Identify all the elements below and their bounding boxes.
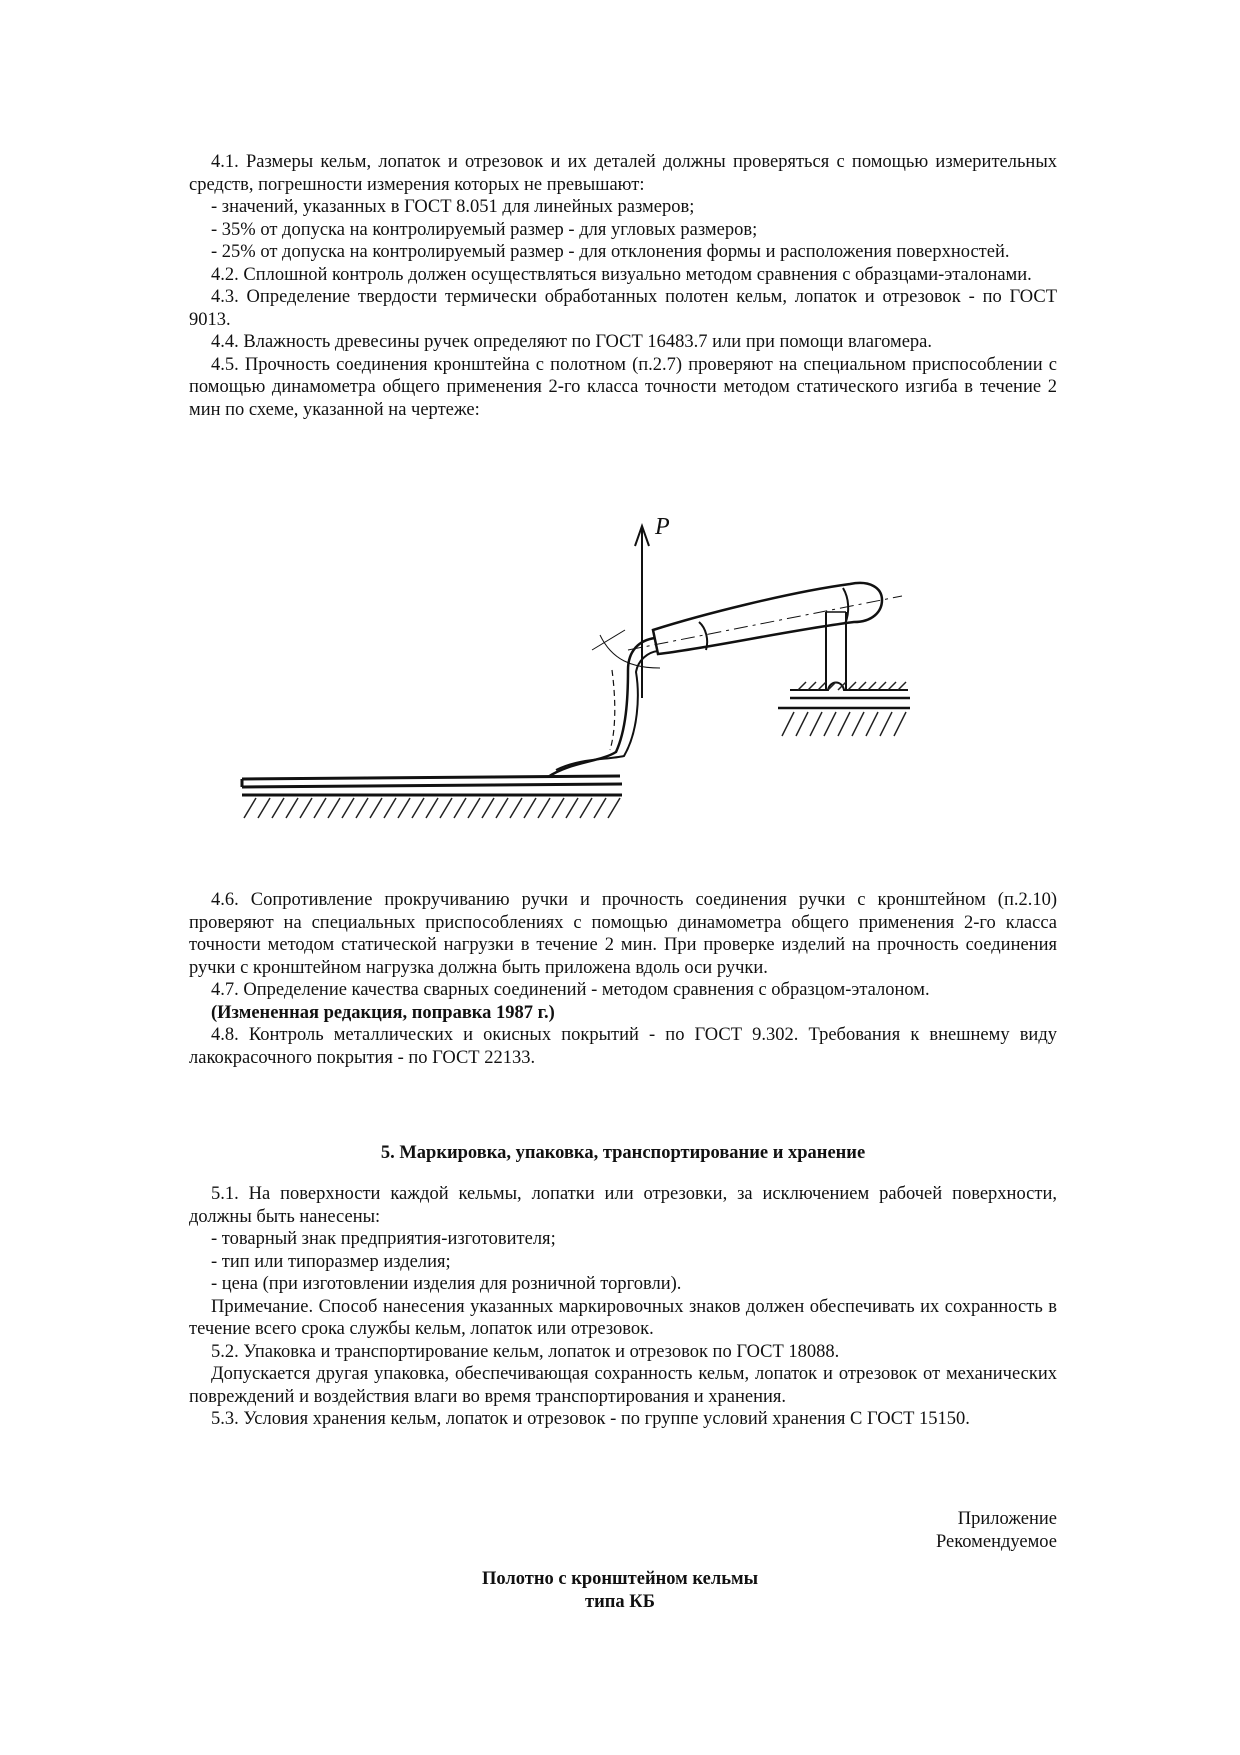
hatch-line (328, 798, 340, 818)
paragraph-4-1-item-c: - 25% от допуска на контролируемый размер - для отклонения формы и расположения поверхностей. (211, 242, 1010, 262)
hatch-line (868, 682, 876, 690)
hatch-line (848, 682, 856, 690)
hatch-line (356, 798, 368, 818)
trowel-blade (242, 776, 622, 787)
hatch-line (510, 798, 522, 818)
paragraph-4-1: 4.1. Размеры кельм, лопаток и отрезовок и их деталей должны проверяться с помощью измерительных средств, погрешности измерения которых не превышают: (189, 152, 1057, 195)
hatch-line (824, 712, 836, 736)
hatch-line (440, 798, 452, 818)
paragraph-4-3: 4.3. Определение твердости термически обработанных полотен кельм, лопаток и отрезовок - по ГОСТ 9013. (189, 287, 1057, 330)
hatch-line (878, 682, 886, 690)
appendix-status: Рекомендуемое (935, 1531, 1057, 1552)
paragraph-5-3: 5.3. Условия хранения кельм, лопаток и отрезовок - по группе условий хранения С ГОСТ 15150. (211, 1409, 970, 1429)
hatch-line (888, 682, 896, 690)
hatch-line (894, 712, 906, 736)
section-5-heading: 5. Маркировка, упаковка, транспортирование и хранение (380, 1143, 866, 1163)
paragraph-5-note: Примечание. Способ нанесения указанных маркировочных знаков должен обеспечивать их сохранность в течение всего срока службы кельм, лопаток или отрезовок. (189, 1296, 1057, 1339)
ground-hatching (244, 798, 620, 818)
handle-axis (628, 596, 902, 650)
hatch-line (838, 712, 850, 736)
hatch-line (244, 798, 256, 818)
hatch-line (852, 712, 864, 736)
appendix-label: Приложение (957, 1509, 1057, 1529)
paragraph-5-1-item-c: - цена (при изготовлении изделия для розничной торговли). (211, 1274, 682, 1294)
bracket-axis (610, 670, 615, 750)
paragraph-5-1-item-a: - товарный знак предприятия-изготовителя; (211, 1229, 556, 1249)
hatch-line (880, 712, 892, 736)
hatch-line (370, 798, 382, 818)
force-label: P (655, 514, 670, 540)
paragraph-5-1-item-b: - тип или типоразмер изделия; (211, 1251, 451, 1272)
hatch-line (866, 712, 878, 736)
hatch-line (384, 798, 396, 818)
hatch-line (412, 798, 424, 818)
paragraph-4-6: 4.6. Сопротивление прокручиванию ручки и прочность соединения ручки с кронштейном (п.2.10) проверяют на специальных приспособлениях с помощью динамометра общего применения 2-го класса точности методом статической нагрузки в течение 2 мин. При проверке изделий на прочность соединения ручки с кронштейном нагрузка должна быть приложена вдоль оси ручки. (189, 890, 1057, 978)
paragraph-4-7: 4.7. Определение качества сварных соединений - методом сравнения с образцом-эталоном. (211, 980, 930, 1000)
hatch-line (810, 712, 822, 736)
appendix-header (936, 1508, 1057, 1553)
paragraph-4-7-amendment: (Измененная редакция, поправка 1987 г.) (211, 1002, 555, 1023)
appendix-title-line-1: Полотно с кронштейном кельмы (481, 1569, 759, 1589)
hatch-line (342, 798, 354, 818)
paragraph-4-2: 4.2. Сплошной контроль должен осуществляться визуально методом сравнения с образцами-эталонами. (211, 264, 1032, 285)
paragraph-4-1-item-a: - значений, указанных в ГОСТ 8.051 для линейных размеров; (211, 197, 695, 217)
hatch-line (538, 798, 550, 818)
hatch-line (258, 798, 270, 818)
appendix-title-line-2: типа КБ (585, 1591, 655, 1612)
section-4-text-top (189, 151, 1057, 421)
hatch-line (808, 682, 816, 690)
hatch-line (524, 798, 536, 818)
section-4-text-bottom (189, 889, 1057, 1069)
hatch-line (782, 712, 794, 736)
hatch-line (608, 798, 620, 818)
hatch-line (272, 798, 284, 818)
hatch-line (314, 798, 326, 818)
paragraph-5-1: 5.1. На поверхности каждой кельмы, лопатки или отрезовки, за исключением рабочей поверхности, должны быть нанесены: (189, 1184, 1057, 1227)
hatch-line (482, 798, 494, 818)
hatch-line (798, 682, 806, 690)
hatch-line (398, 798, 410, 818)
paragraph-4-5: 4.5. Прочность соединения кронштейна с полотном (п.2.7) проверяют на специальном приспособлении с помощью динамометра общего применения 2-го класса точности методом статического изгиба в течение 2 мин по схеме, указанной на чертеже: (189, 354, 1057, 420)
hatch-line (566, 798, 578, 818)
hatch-line (426, 798, 438, 818)
section-5-text (189, 1183, 1057, 1431)
hatch-line (286, 798, 298, 818)
hatch-line (796, 712, 808, 736)
hatch-line (858, 682, 866, 690)
hatch-line (454, 798, 466, 818)
hatch-line (898, 682, 906, 690)
trowel-bracket-outer (548, 638, 655, 777)
hatch-line (818, 682, 826, 690)
appendix-title (400, 1568, 840, 1613)
hatch-line (468, 798, 480, 818)
hatch-line (580, 798, 592, 818)
bend-mark (592, 630, 625, 650)
hatch-line (496, 798, 508, 818)
paragraph-4-1-item-b: - 35% от допуска на контролируемый размер - для угловых размеров; (211, 219, 758, 240)
trowel-bending-test-drawing (230, 500, 1030, 860)
paragraph-5-2-b: Допускается другая упаковка, обеспечивающая сохранность кельм, лопаток и отрезовок от механических повреждений и воздействия влаги во время транспортирования и хранения. (189, 1364, 1057, 1407)
paragraph-5-2: 5.2. Упаковка и транспортирование кельм, лопаток и отрезовок по ГОСТ 18088. (211, 1341, 840, 1362)
paragraph-4-8: 4.8. Контроль металлических и окисных покрытий - по ГОСТ 9.302. Требования к внешнему виду лакокрасочного покрытия - по ГОСТ 22133. (189, 1025, 1057, 1068)
hatch-line (594, 798, 606, 818)
hatch-line (552, 798, 564, 818)
paragraph-4-4: 4.4. Влажность древесины ручек определяют по ГОСТ 16483.7 или при помощи влагомера. (211, 332, 932, 352)
hatch-line (300, 798, 312, 818)
